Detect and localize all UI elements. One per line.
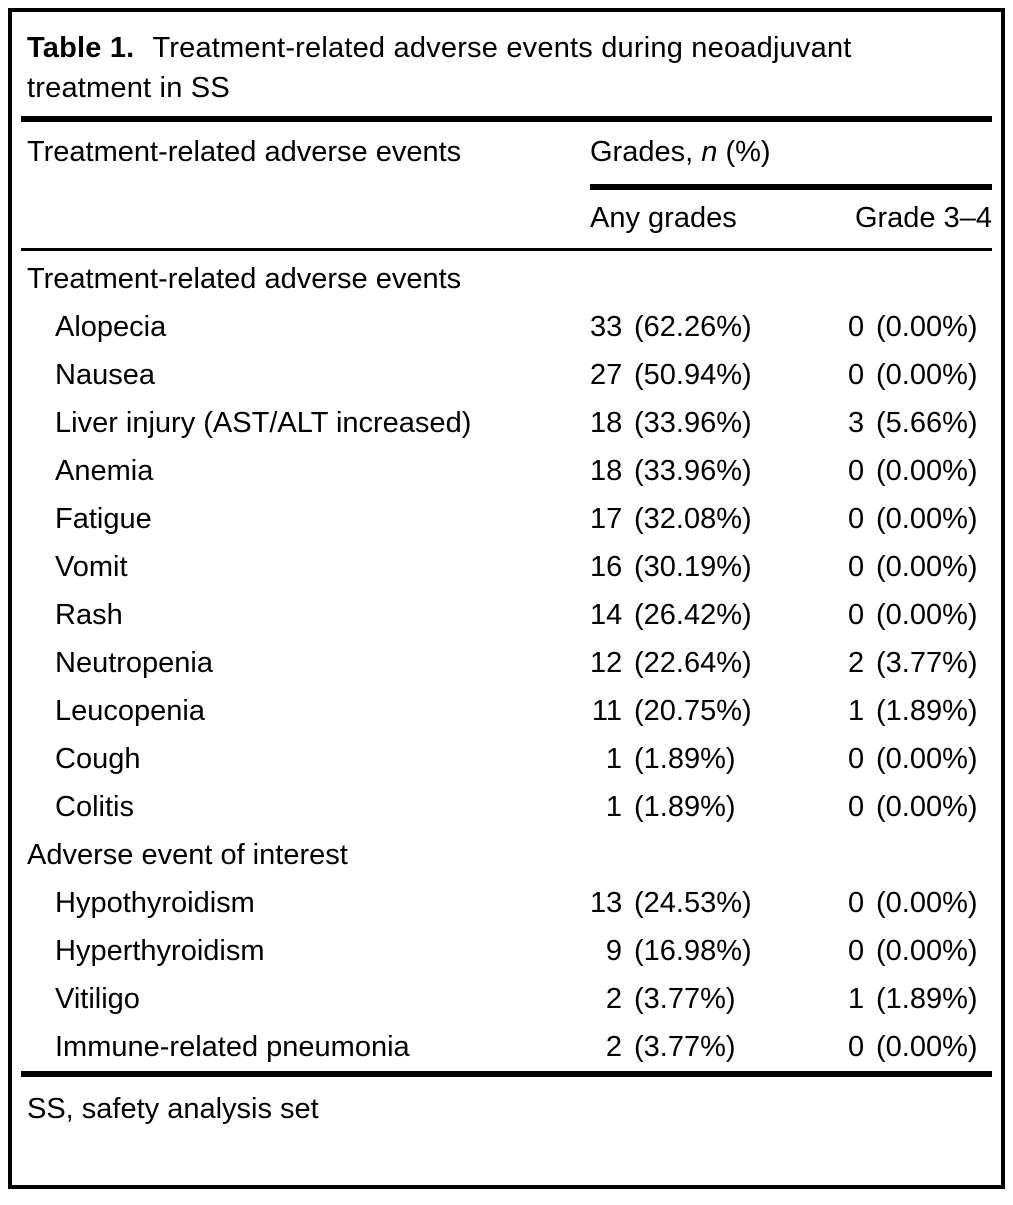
grade34-count: 2 [848, 647, 865, 679]
table-footnote: SS, safety analysis set [27, 1093, 319, 1125]
grades-prefix: Grades, [590, 136, 694, 168]
grade34-count: 0 [848, 887, 865, 919]
any-grades-value [590, 783, 848, 831]
section-header: Adverse event of interest [27, 839, 348, 871]
table-row [27, 591, 992, 639]
table-row [27, 543, 992, 591]
adverse-event-label: Colitis [55, 791, 134, 823]
any-grades-percent: (33.96%) [634, 455, 752, 487]
grade34-percent: (0.00%) [876, 743, 978, 775]
column-header-events: Treatment-related adverse events [27, 136, 462, 168]
adverse-event-label: Rash [55, 599, 123, 631]
any-grades-percent: (1.89%) [634, 791, 736, 823]
any-grades-percent: (26.42%) [634, 599, 752, 631]
grade34-count: 0 [848, 1031, 865, 1063]
table-row [27, 399, 992, 447]
grade34-count: 1 [848, 983, 865, 1015]
grade34-count: 0 [848, 743, 865, 775]
table-row [27, 447, 992, 495]
adverse-event-label: Leucopenia [55, 695, 205, 727]
any-grades-count: 18 [590, 407, 623, 439]
adverse-event-label: Hypothyroidism [55, 887, 255, 919]
grade34-value [848, 495, 992, 543]
table-row [27, 303, 992, 351]
any-grades-value [590, 639, 848, 687]
table-row [27, 1023, 992, 1071]
grade34-count: 3 [848, 407, 865, 439]
header-row-1 [12, 122, 1001, 190]
grade34-count: 0 [848, 455, 865, 487]
column-header-grade34: Grade 3–4 [854, 202, 992, 234]
grade34-value [848, 975, 992, 1023]
grades-n-italic: n [701, 136, 718, 168]
any-grades-value [590, 303, 848, 351]
any-grades-count: 1 [605, 743, 622, 775]
any-grades-value [590, 399, 848, 447]
table-row [27, 351, 992, 399]
table-title: Treatment-related adverse events during neoadjuvant treatment in SS [27, 32, 852, 104]
grade34-value [848, 1023, 992, 1071]
any-grades-percent: (50.94%) [634, 359, 752, 391]
table-row [27, 927, 992, 975]
adverse-event-label: Alopecia [55, 311, 167, 343]
any-grades-percent: (33.96%) [634, 407, 752, 439]
grade34-value [848, 639, 992, 687]
grade34-count: 0 [848, 503, 865, 535]
grade34-percent: (0.00%) [876, 599, 978, 631]
any-grades-count: 27 [590, 359, 623, 391]
adverse-event-label: Nausea [55, 359, 155, 391]
grade34-value [848, 687, 992, 735]
table-row [27, 495, 992, 543]
any-grades-count: 18 [590, 455, 623, 487]
any-grades-percent: (62.26%) [634, 311, 752, 343]
table-row [27, 783, 992, 831]
any-grades-value [590, 591, 848, 639]
any-grades-count: 14 [590, 599, 623, 631]
grade34-value [848, 879, 992, 927]
grade34-count: 0 [848, 791, 865, 823]
adverse-event-label: Liver injury (AST/ALT increased) [55, 407, 472, 439]
any-grades-value [590, 687, 848, 735]
adverse-event-label: Hyperthyroidism [55, 935, 265, 967]
any-grades-percent: (32.08%) [634, 503, 752, 535]
adverse-event-label: Anemia [55, 455, 154, 487]
any-grades-value [590, 447, 848, 495]
grade34-percent: (0.00%) [876, 935, 978, 967]
grade34-value [848, 591, 992, 639]
grade34-percent: (0.00%) [876, 1031, 978, 1063]
any-grades-count: 33 [590, 311, 623, 343]
any-grades-percent: (16.98%) [634, 935, 752, 967]
column-header-grades [590, 132, 992, 190]
any-grades-value [590, 543, 848, 591]
grade34-value [848, 303, 992, 351]
grade34-percent: (3.77%) [876, 647, 978, 679]
any-grades-value [590, 735, 848, 783]
grade34-percent: (0.00%) [876, 791, 978, 823]
grade34-count: 1 [848, 695, 865, 727]
table-row [27, 879, 992, 927]
grade34-value [848, 351, 992, 399]
grade34-value [848, 399, 992, 447]
grade34-percent: (0.00%) [876, 887, 978, 919]
any-grades-count: 13 [590, 887, 623, 919]
any-grades-count: 16 [590, 551, 623, 583]
any-grades-value [590, 927, 848, 975]
adverse-event-label: Vomit [55, 551, 128, 583]
table-label: Table 1. [27, 32, 135, 64]
table-caption [12, 12, 1001, 116]
grade34-percent: (1.89%) [876, 695, 978, 727]
adverse-event-label: Cough [55, 743, 141, 775]
grade34-value [848, 447, 992, 495]
table-row [27, 687, 992, 735]
grades-suffix: (%) [725, 136, 771, 168]
any-grades-percent: (22.64%) [634, 647, 752, 679]
table-body [12, 251, 1001, 1071]
table-row [27, 975, 992, 1023]
section-header: Treatment-related adverse events [27, 263, 462, 295]
grade34-value [848, 927, 992, 975]
any-grades-count: 17 [590, 503, 623, 535]
any-grades-count: 9 [605, 935, 622, 967]
adverse-event-label: Fatigue [55, 503, 152, 535]
grade34-count: 0 [848, 311, 865, 343]
any-grades-value [590, 879, 848, 927]
grade34-percent: (0.00%) [876, 455, 978, 487]
any-grades-count: 2 [605, 983, 622, 1015]
any-grades-percent: (30.19%) [634, 551, 752, 583]
grade34-percent: (0.00%) [876, 359, 978, 391]
any-grades-value [590, 495, 848, 543]
any-grades-count: 2 [605, 1031, 622, 1063]
any-grades-count: 11 [591, 695, 622, 727]
grade34-count: 0 [848, 551, 865, 583]
grade34-percent: (5.66%) [876, 407, 978, 439]
any-grades-value [590, 1023, 848, 1071]
any-grades-count: 1 [605, 791, 622, 823]
any-grades-percent: (24.53%) [634, 887, 752, 919]
grade34-percent: (1.89%) [876, 983, 978, 1015]
any-grades-percent: (1.89%) [634, 743, 736, 775]
any-grades-value [590, 975, 848, 1023]
grade34-value [848, 783, 992, 831]
any-grades-percent: (20.75%) [634, 695, 752, 727]
column-header-any-grades: Any grades [590, 202, 737, 234]
any-grades-percent: (3.77%) [634, 983, 736, 1015]
table-row [27, 639, 992, 687]
adverse-event-label: Immune-related pneumonia [55, 1031, 410, 1063]
adverse-event-label: Vitiligo [55, 983, 140, 1015]
grade34-percent: (0.00%) [876, 311, 978, 343]
grade34-value [848, 543, 992, 591]
grade34-percent: (0.00%) [876, 503, 978, 535]
grade34-count: 0 [848, 599, 865, 631]
grade34-value [848, 735, 992, 783]
any-grades-value [590, 351, 848, 399]
header-spacer [27, 198, 590, 238]
grade34-count: 0 [848, 359, 865, 391]
any-grades-percent: (3.77%) [634, 1031, 736, 1063]
any-grades-count: 12 [590, 647, 623, 679]
table-frame [8, 8, 1005, 1189]
adverse-event-label: Neutropenia [55, 647, 213, 679]
grade34-count: 0 [848, 935, 865, 967]
grade34-percent: (0.00%) [876, 551, 978, 583]
table-row [27, 735, 992, 783]
header-row-2 [12, 190, 1001, 248]
